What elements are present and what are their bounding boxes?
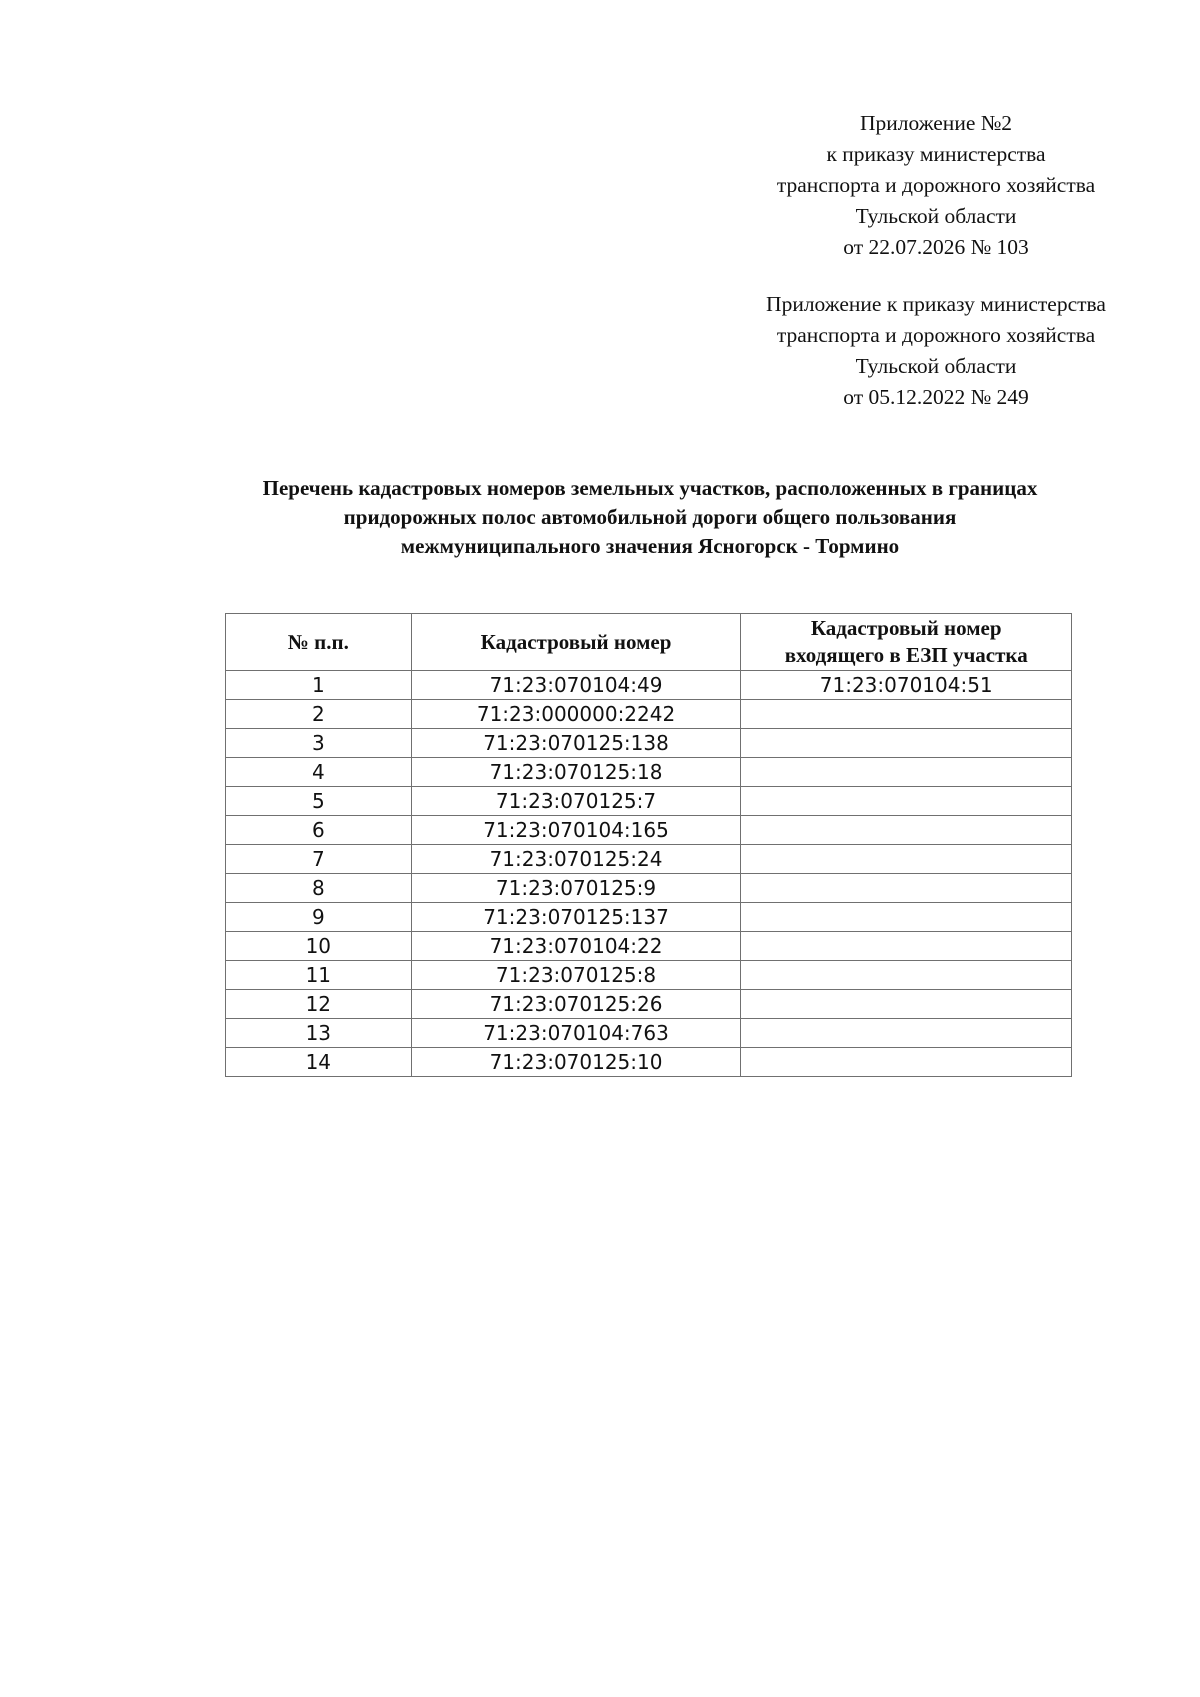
header-num: № п.п. [226,614,412,671]
cell-num: 8 [226,874,412,903]
cell-cadastral: 71:23:070104:165 [411,816,741,845]
cell-cadastral: 71:23:070104:763 [411,1019,741,1048]
appendix-original-header [716,289,1156,413]
cell-cadastral: 71:23:070125:137 [411,903,741,932]
document-title-line: Перечень кадастровых номеров земельных участков, расположенных в границах [262,476,1038,500]
header-cadastral: Кадастровый номер [411,614,741,671]
appendix-2-header [746,108,1126,263]
cell-num: 1 [226,671,412,700]
appendix-original-line: Тульской области [855,354,1017,378]
cell-num: 5 [226,787,412,816]
cell-ezp [741,903,1072,932]
cell-cadastral: 71:23:000000:2242 [411,700,741,729]
cell-cadastral: 71:23:070104:49 [411,671,741,700]
table-row [226,700,1072,729]
document-title [140,474,1160,561]
cell-ezp [741,990,1072,1019]
cell-cadastral: 71:23:070125:8 [411,961,741,990]
cell-ezp: 71:23:070104:51 [741,671,1072,700]
table-row [226,758,1072,787]
cell-cadastral: 71:23:070125:26 [411,990,741,1019]
cell-num: 7 [226,845,412,874]
cell-cadastral: 71:23:070125:18 [411,758,741,787]
table-row [226,845,1072,874]
cell-num: 4 [226,758,412,787]
cell-ezp [741,758,1072,787]
header-ezp-line: входящего в ЕЗП участка [784,643,1028,667]
header-ezp [741,614,1072,671]
cell-cadastral: 71:23:070125:138 [411,729,741,758]
cell-cadastral: 71:23:070125:7 [411,787,741,816]
cell-ezp [741,845,1072,874]
appendix-2-line: Тульской области [855,204,1017,228]
table-row [226,1048,1072,1077]
cell-num: 9 [226,903,412,932]
cell-num: 14 [226,1048,412,1077]
table-row [226,961,1072,990]
cell-num: 10 [226,932,412,961]
cell-ezp [741,816,1072,845]
cell-num: 6 [226,816,412,845]
appendix-original-line: Приложение к приказу министерства [766,292,1106,316]
cell-ezp [741,1048,1072,1077]
cell-cadastral: 71:23:070125:24 [411,845,741,874]
document-title-line: межмуниципального значения Ясногорск - Тормино [400,534,900,558]
table-header-row [226,614,1072,671]
cell-num: 12 [226,990,412,1019]
table-row [226,729,1072,758]
cell-ezp [741,961,1072,990]
table-row [226,932,1072,961]
table-row [226,1019,1072,1048]
appendix-2-line: Приложение №2 [859,111,1013,135]
appendix-original-line: транспорта и дорожного хозяйства [776,323,1096,347]
table-row [226,787,1072,816]
document-title-line: придорожных полос автомобильной дороги общего пользования [343,505,957,529]
appendix-2-line: к приказу министерства [826,142,1046,166]
cell-num: 3 [226,729,412,758]
cell-num: 11 [226,961,412,990]
table-row [226,671,1072,700]
cell-cadastral: 71:23:070104:22 [411,932,741,961]
header-ezp-line: Кадастровый номер [810,616,1002,640]
cell-cadastral: 71:23:070125:10 [411,1048,741,1077]
table-row [226,874,1072,903]
cell-cadastral: 71:23:070125:9 [411,874,741,903]
cell-ezp [741,874,1072,903]
appendix-original-line: от 05.12.2022 № 249 [843,385,1029,409]
cadastral-table [225,613,1072,1077]
appendix-2-line: от 22.07.2026 № 103 [843,235,1029,259]
cell-ezp [741,1019,1072,1048]
cell-ezp [741,700,1072,729]
appendix-2-line: транспорта и дорожного хозяйства [776,173,1096,197]
cell-ezp [741,787,1072,816]
cell-ezp [741,932,1072,961]
table-row [226,816,1072,845]
table-row [226,903,1072,932]
table-row [226,990,1072,1019]
cell-ezp [741,729,1072,758]
cell-num: 2 [226,700,412,729]
cell-num: 13 [226,1019,412,1048]
